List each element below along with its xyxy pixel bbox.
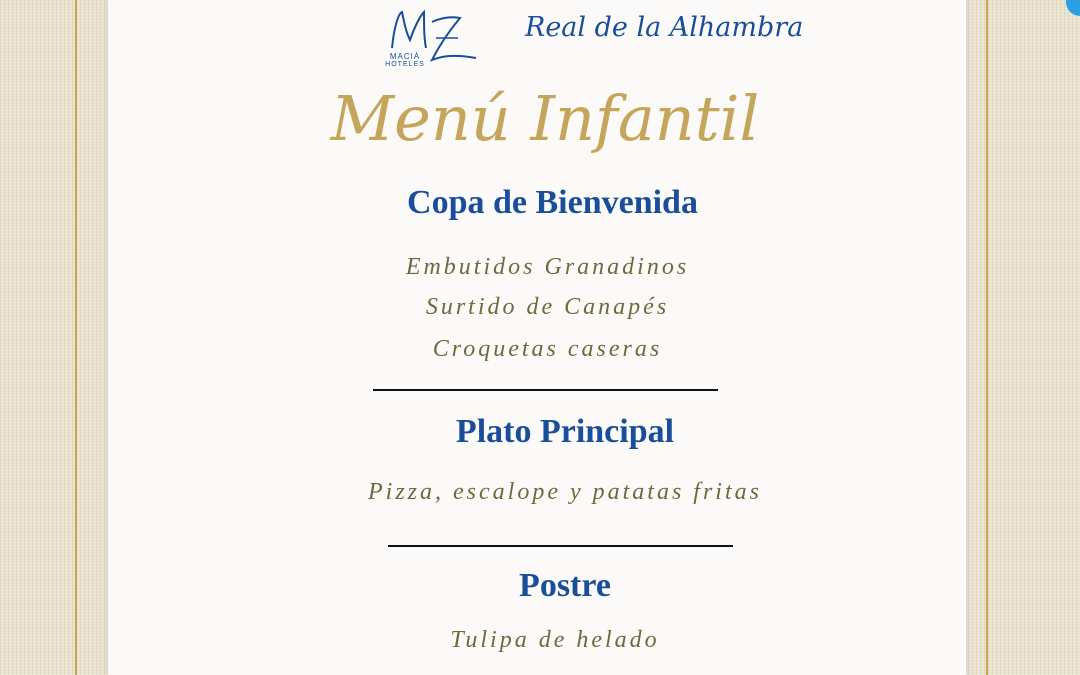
menu-item: Embutidos Granadinos	[405, 254, 690, 280]
logo-brand-line2: HOTELES	[385, 61, 425, 68]
menu-title: Menú Infantil	[330, 82, 760, 155]
section-heading-main: Plato Principal	[455, 413, 675, 450]
corner-badge	[1066, 0, 1080, 16]
logo-brand-line1: MACIÀ	[389, 52, 421, 61]
section-divider	[373, 389, 718, 391]
right-frame-line	[986, 0, 988, 675]
menu-item: Tulipa de helado	[450, 627, 660, 653]
section-divider	[388, 545, 733, 547]
section-heading-dessert: Postre	[519, 567, 611, 604]
section-heading-welcome: Copa de Bienvenida	[407, 184, 698, 221]
menu-item: Croquetas caseras	[432, 336, 663, 362]
menu-item: Pizza, escalope y patatas fritas	[368, 479, 762, 505]
hotel-name: Real de la Alhambra	[525, 12, 804, 43]
left-frame-line	[75, 0, 77, 675]
menu-item: Surtido de Canapés	[425, 294, 670, 320]
